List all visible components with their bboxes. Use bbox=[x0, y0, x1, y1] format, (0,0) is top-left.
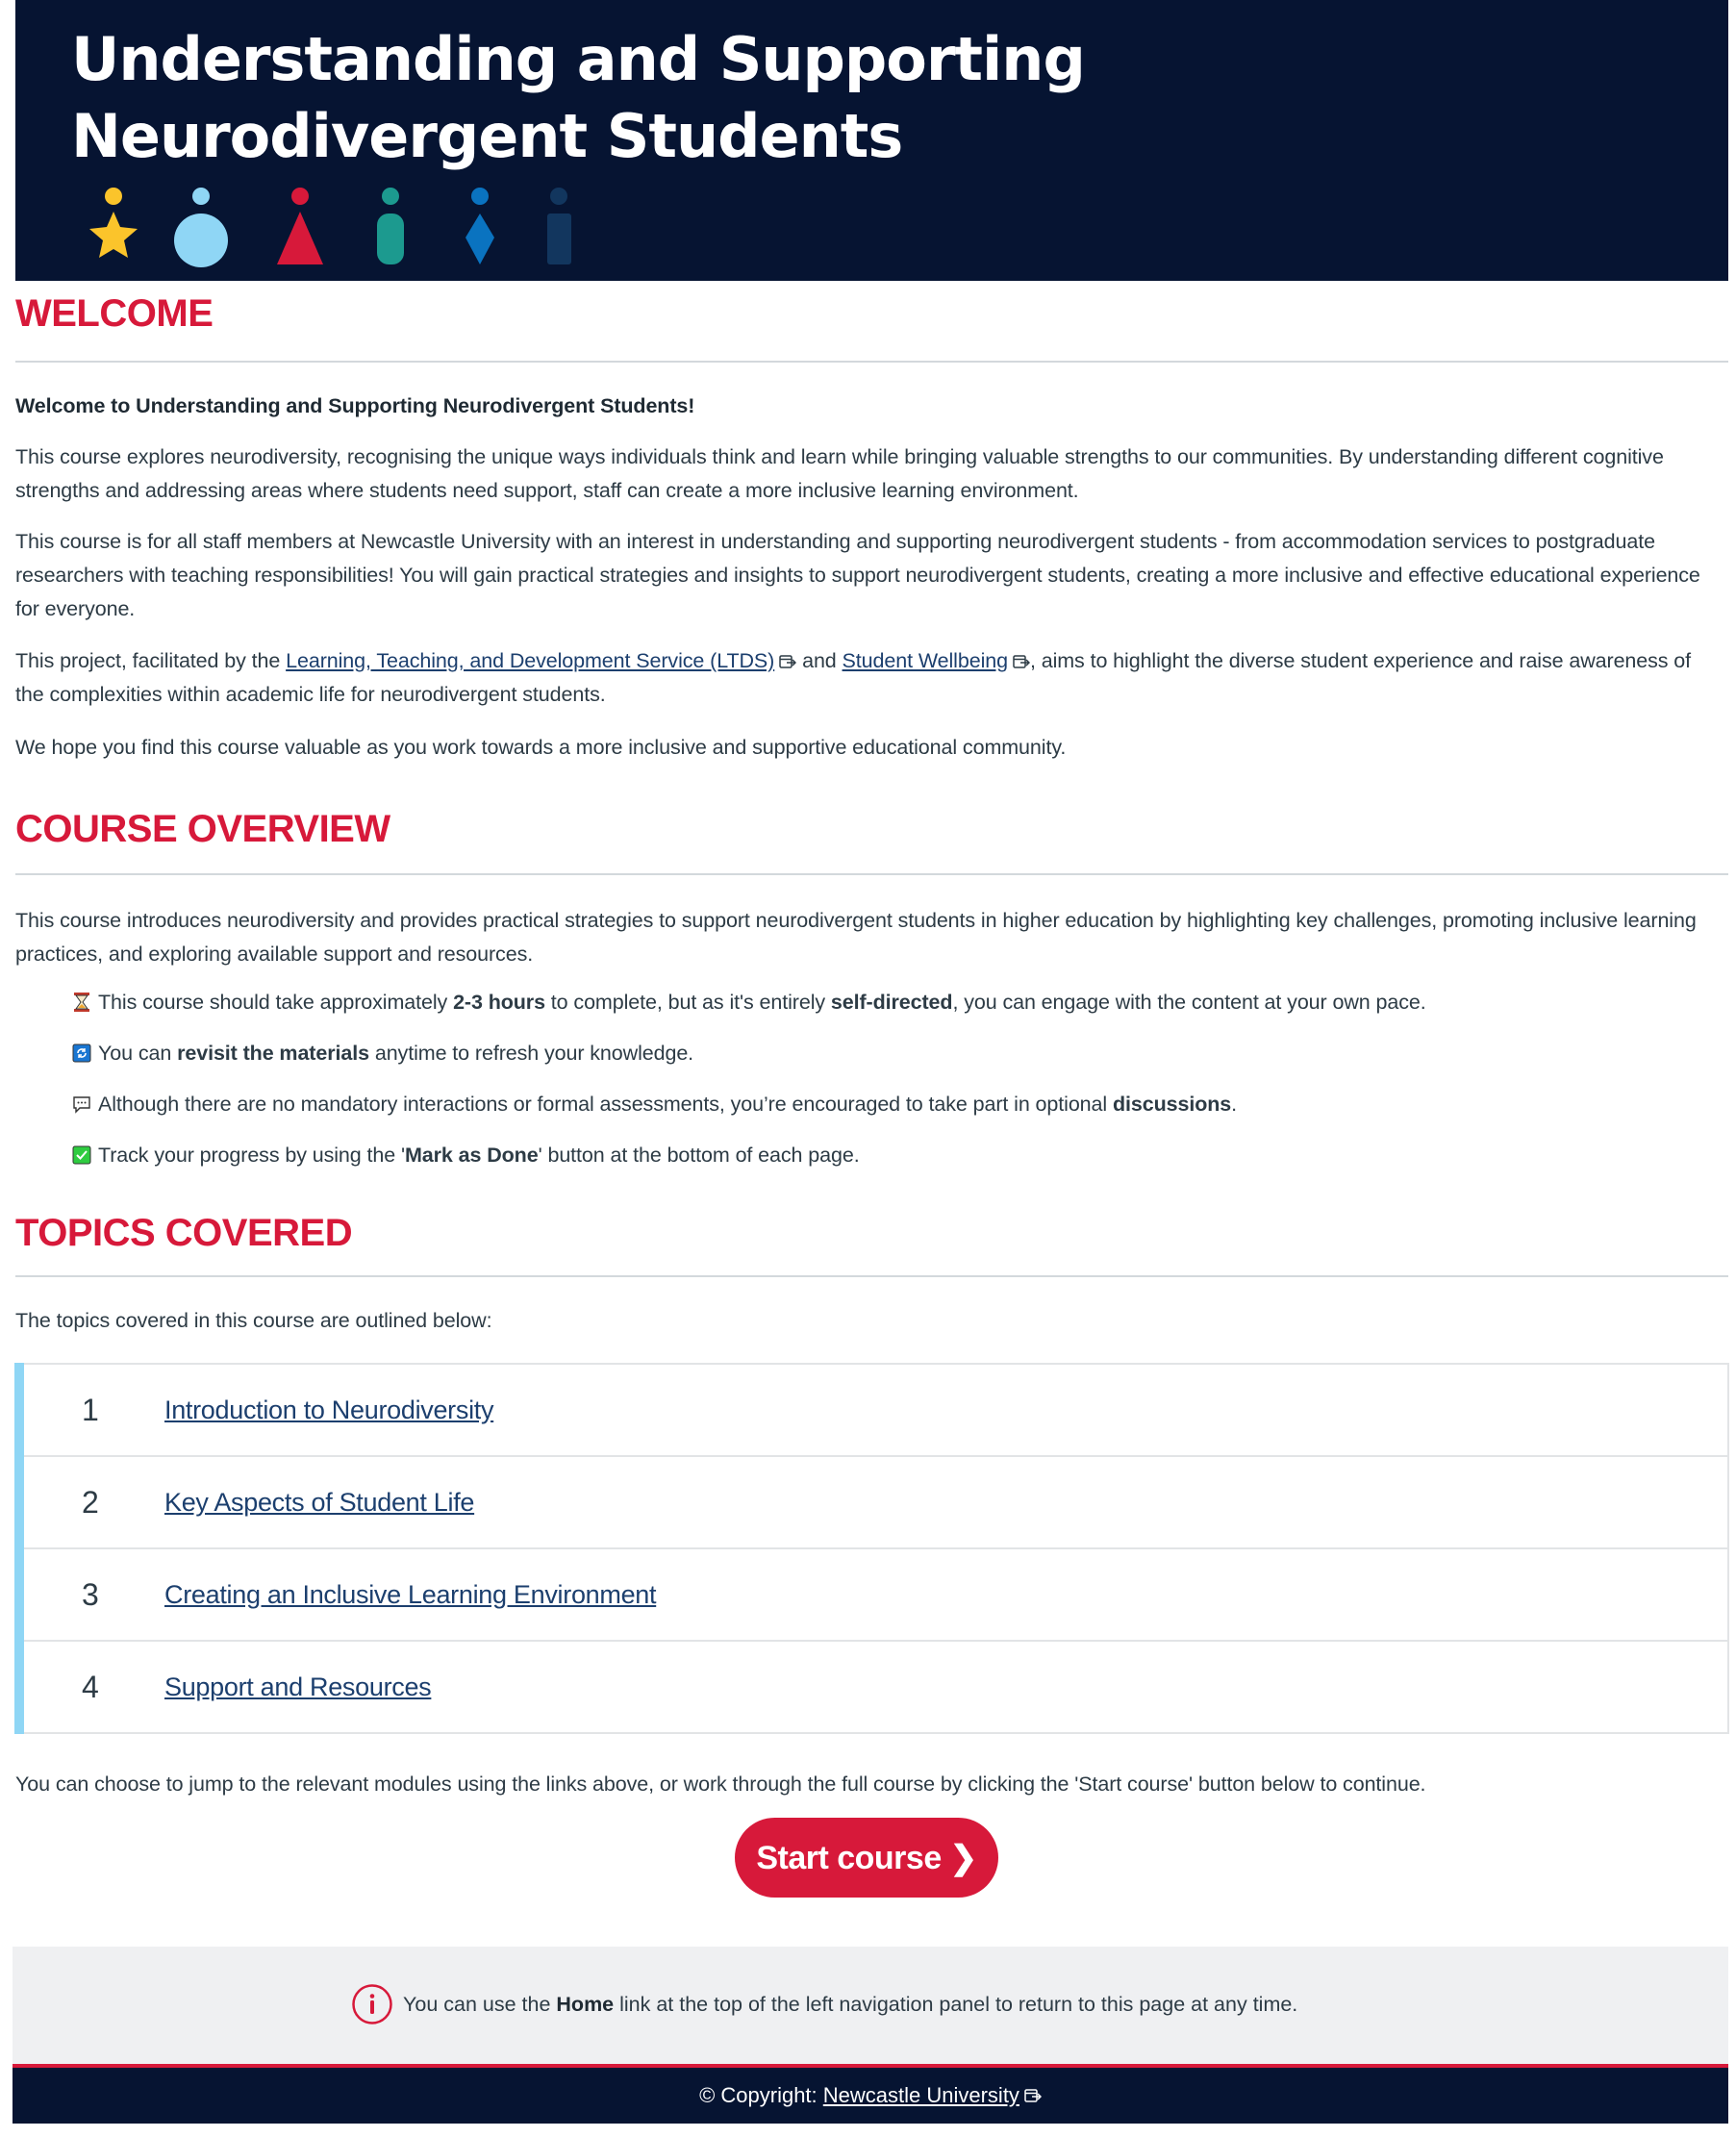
figure-rectangle-icon bbox=[547, 188, 571, 264]
topic-row bbox=[24, 1549, 1727, 1642]
divider bbox=[15, 873, 1728, 875]
refresh-icon bbox=[72, 1043, 91, 1064]
start-course-button[interactable]: Start course ❯ bbox=[735, 1818, 998, 1898]
speech-bubble-icon bbox=[72, 1094, 91, 1115]
overview-bullet-revisit bbox=[72, 1039, 693, 1068]
external-link-icon bbox=[1013, 655, 1030, 668]
welcome-intro-bold: Welcome to Understanding and Supporting Neurodivergent Students! bbox=[15, 394, 695, 417]
figure-triangle-icon bbox=[277, 188, 323, 264]
topic-row bbox=[24, 1365, 1727, 1457]
topic-number: 4 bbox=[82, 1669, 99, 1704]
student-wellbeing-link[interactable]: Student Wellbeing bbox=[842, 649, 1008, 672]
course-title-line-2: Neurodivergent Students bbox=[71, 101, 903, 171]
welcome-intro bbox=[15, 390, 1723, 423]
text: You can use the bbox=[403, 1992, 557, 2016]
text: . bbox=[1231, 1093, 1237, 1116]
bold-text: self-directed bbox=[830, 991, 953, 1014]
bold-text: 2-3 hours bbox=[453, 991, 545, 1014]
external-link-icon bbox=[779, 655, 796, 668]
topic-link-key-aspects[interactable]: Key Aspects of Student Life bbox=[164, 1487, 475, 1517]
bold-text: Home bbox=[556, 1992, 615, 2016]
bold-text: revisit the materials bbox=[177, 1042, 369, 1065]
topic-link-introduction[interactable]: Introduction to Neurodiversity bbox=[164, 1395, 494, 1424]
text: Although there are no mandatory interactions or formal assessments, you’re encouraged to take part in optional bbox=[98, 1093, 1113, 1116]
topics-outro: You can choose to jump to the relevant modules using the links above, or work through the full course by clicking the 'Start course' button below to continue. bbox=[15, 1772, 1426, 1796]
course-title bbox=[71, 21, 1085, 175]
text: , you can engage with the content at your own pace. bbox=[952, 991, 1426, 1014]
welcome-paragraph-1: This course explores neurodiversity, recognising the unique ways individuals think and learn while bringing valuable strengths to our communities. By understanding different cognitive strengths and addressing areas where students need support, staff can create a more inclusive learning environment. bbox=[15, 445, 1664, 502]
course-title-line-1: Understanding and Supporting bbox=[71, 24, 1085, 94]
text: to complete, but as it's entirely bbox=[544, 991, 831, 1014]
overview-paragraph: This course introduces neurodiversity and provides practical strategies to support neurodivergent students in higher education by highlighting key challenges, promoting inclusive learning practices, and exploring available support and resources. bbox=[15, 909, 1697, 966]
figure-star-icon bbox=[89, 188, 138, 258]
welcome-heading: WELCOME bbox=[15, 292, 214, 335]
text: This course should take approximately bbox=[98, 991, 454, 1014]
topic-link-inclusive-environment[interactable]: Creating an Inclusive Learning Environment bbox=[164, 1579, 657, 1609]
neurodiversity-figures-graphic bbox=[63, 185, 641, 271]
check-box-icon bbox=[72, 1144, 91, 1166]
topic-row bbox=[24, 1457, 1727, 1549]
text: Track your progress by using the ' bbox=[98, 1144, 405, 1167]
topics-accent-bar bbox=[14, 1363, 24, 1734]
topics-covered-heading: TOPICS COVERED bbox=[15, 1212, 353, 1254]
text: , aims to highlight the diverse student experience and raise awareness of the complexities within academic life for neurodivergent students. bbox=[15, 649, 1692, 706]
topics-intro: The topics covered in this course are outlined below: bbox=[15, 1309, 492, 1332]
info-text bbox=[403, 1993, 1297, 2017]
figure-diamond-icon bbox=[465, 188, 494, 264]
divider bbox=[15, 361, 1728, 363]
topics-list bbox=[14, 1363, 1729, 1734]
welcome-paragraph-3 bbox=[15, 644, 1723, 712]
text: This project, facilitated by the bbox=[15, 649, 287, 672]
topic-number: 2 bbox=[82, 1484, 99, 1520]
welcome-paragraph-4: We hope you find this course valuable as you work towards a more inclusive and supportive educational community. bbox=[15, 736, 1067, 759]
bold-text: discussions bbox=[1112, 1093, 1232, 1116]
bold-text: Mark as Done bbox=[404, 1144, 539, 1167]
hourglass-icon bbox=[72, 992, 91, 1013]
topic-number: 1 bbox=[82, 1392, 99, 1427]
divider bbox=[15, 1275, 1728, 1277]
overview-bullet-discussions bbox=[72, 1090, 1237, 1119]
copyright-text: © Copyright: bbox=[699, 2083, 823, 2107]
text: anytime to refresh your knowledge. bbox=[368, 1042, 694, 1065]
overview-bullet-progress bbox=[72, 1141, 860, 1169]
topic-number: 3 bbox=[82, 1576, 99, 1612]
figure-circle-icon bbox=[174, 188, 228, 267]
ltds-link[interactable]: Learning, Teaching, and Development Service (LTDS) bbox=[286, 649, 775, 672]
text: and bbox=[796, 649, 843, 672]
text: ' button at the bottom of each page. bbox=[538, 1144, 860, 1167]
course-banner bbox=[15, 0, 1728, 281]
overview-bullet-time bbox=[72, 988, 1426, 1017]
topic-link-support-resources[interactable]: Support and Resources bbox=[164, 1672, 432, 1701]
external-link-icon bbox=[1024, 2089, 1042, 2102]
welcome-paragraph-2: This course is for all staff members at Newcastle University with an interest in understanding and supporting neurodivergent students - from accommodation services to postgraduate researchers with teaching responsibilities! You will gain practical strategies and insights to support neurodivergent students, creating a more inclusive and effective educational experience for everyone. bbox=[15, 530, 1700, 620]
info-content bbox=[351, 1983, 1297, 2025]
topic-row bbox=[24, 1642, 1727, 1732]
course-overview-heading: COURSE OVERVIEW bbox=[15, 808, 390, 850]
figure-pill-icon bbox=[377, 188, 404, 264]
info-callout bbox=[13, 1947, 1728, 2064]
info-icon bbox=[351, 1983, 393, 2025]
text: link at the top of the left navigation panel to return to this page at any time. bbox=[614, 1992, 1298, 2016]
newcastle-university-link[interactable]: Newcastle University bbox=[822, 2083, 1019, 2107]
footer bbox=[13, 2068, 1728, 2124]
text: You can bbox=[98, 1042, 178, 1065]
